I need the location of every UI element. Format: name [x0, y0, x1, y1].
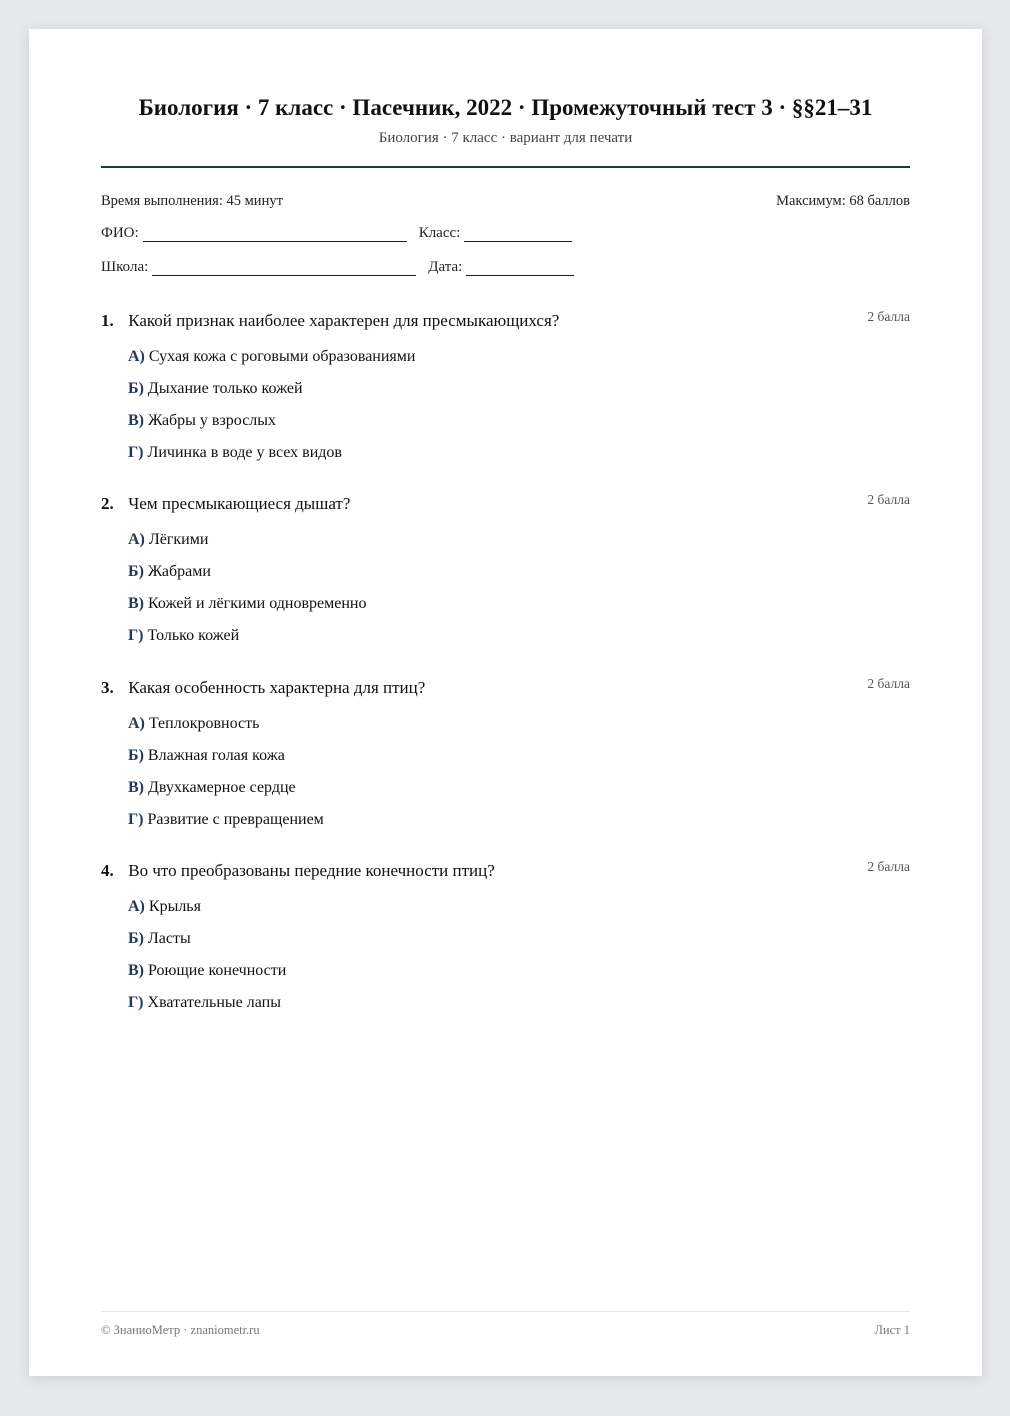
option-b [128, 379, 910, 411]
question-text: Какой признак наиболее характерен для пресмыкающихся? [128, 311, 560, 330]
option-list [101, 714, 910, 842]
sheet-content [101, 29, 910, 1376]
option-text: Хватательные лапы [147, 994, 281, 1011]
option-text: Ласты [147, 930, 191, 947]
option-letter: А) [128, 531, 145, 548]
question-header [101, 678, 910, 698]
option-text: Роющие конечности [148, 962, 287, 979]
option-letter: Г) [128, 811, 144, 828]
school-date-row [101, 259, 910, 276]
question-text: Какая особенность характерна для птиц? [128, 678, 426, 697]
date-line [466, 261, 574, 276]
date-label: Дата: [428, 259, 463, 275]
option-text: Дыхание только кожей [147, 380, 303, 397]
option-letter: Г) [128, 444, 144, 461]
question-2 [101, 494, 910, 658]
page-subtitle: Биология · 7 класс · вариант для печати [378, 130, 633, 146]
option-a [128, 897, 910, 929]
option-b [128, 746, 910, 778]
option-a [128, 347, 910, 379]
option-letter: В) [128, 962, 144, 979]
option-g [128, 443, 910, 475]
option-g [128, 810, 910, 842]
option-v [128, 411, 910, 443]
name-line [143, 227, 407, 242]
option-letter: Б) [128, 930, 144, 947]
option-letter: Г) [128, 627, 144, 644]
page-number: Лист 1 [874, 1323, 910, 1337]
class-line [464, 227, 572, 242]
class-label: Класс: [418, 225, 461, 241]
option-list [101, 347, 910, 475]
option-text: Лёгкими [148, 531, 209, 548]
question-4 [101, 861, 910, 1025]
question-header [101, 494, 910, 514]
option-letter: Б) [128, 380, 144, 397]
option-letter: Б) [128, 563, 144, 580]
name-label: ФИО: [101, 225, 139, 241]
question-number: 3. [101, 678, 114, 697]
question-header [101, 861, 910, 881]
option-list [101, 530, 910, 658]
option-text: Жабрами [147, 563, 211, 580]
school-label: Школа: [101, 259, 149, 275]
option-a [128, 530, 910, 562]
meta-row [101, 193, 910, 210]
option-g [128, 993, 910, 1025]
option-b [128, 562, 910, 594]
option-letter: А) [128, 348, 145, 365]
option-letter: Б) [128, 747, 144, 764]
time-limit: Время выполнения: 45 минут [101, 193, 283, 209]
footer-divider [101, 1311, 910, 1312]
option-letter: В) [128, 595, 144, 612]
header-divider [101, 166, 910, 168]
option-list [101, 897, 910, 1025]
question-text: Чем пресмыкающиеся дышат? [128, 494, 351, 513]
question-number: 1. [101, 311, 114, 330]
school-line [152, 261, 416, 276]
option-v [128, 594, 910, 626]
option-g [128, 626, 910, 658]
option-letter: А) [128, 898, 145, 915]
option-v [128, 778, 910, 810]
option-text: Теплокровность [148, 715, 260, 732]
option-text: Личинка в воде у всех видов [147, 444, 342, 461]
max-score: Максимум: 68 баллов [776, 193, 910, 209]
question-points: 2 балла [867, 859, 910, 874]
option-letter: Г) [128, 994, 144, 1011]
question-number: 4. [101, 861, 114, 880]
question-points: 2 балла [867, 676, 910, 691]
option-a [128, 714, 910, 746]
option-text: Влажная голая кожа [147, 747, 285, 764]
question-points: 2 балла [867, 492, 910, 507]
option-text: Только кожей [147, 627, 240, 644]
question-text: Во что преобразованы передние конечности птиц? [128, 861, 495, 880]
option-letter: В) [128, 779, 144, 796]
question-points: 2 балла [867, 309, 910, 324]
option-text: Развитие с превращением [147, 811, 324, 828]
option-text: Сухая кожа с роговыми образованиями [148, 348, 416, 365]
question-3 [101, 678, 910, 842]
option-v [128, 961, 910, 993]
footer-copyright: © ЗнаниоМетр · znaniometr.ru [101, 1323, 260, 1337]
question-1 [101, 311, 910, 475]
question-header [101, 311, 910, 331]
page-title: Биология · 7 класс · Пасечник, 2022 · Промежуточный тест 3 · §§21–31 [138, 95, 873, 120]
option-text: Жабры у взрослых [148, 412, 277, 429]
option-text: Двухкамерное сердце [148, 779, 296, 796]
option-letter: А) [128, 715, 145, 732]
option-b [128, 929, 910, 961]
option-text: Кожей и лёгкими одновременно [148, 595, 367, 612]
option-text: Крылья [148, 898, 201, 915]
page-footer [101, 1323, 910, 1338]
print-sheet [29, 29, 982, 1376]
question-number: 2. [101, 494, 114, 513]
option-letter: В) [128, 412, 144, 429]
name-class-row [101, 225, 910, 242]
